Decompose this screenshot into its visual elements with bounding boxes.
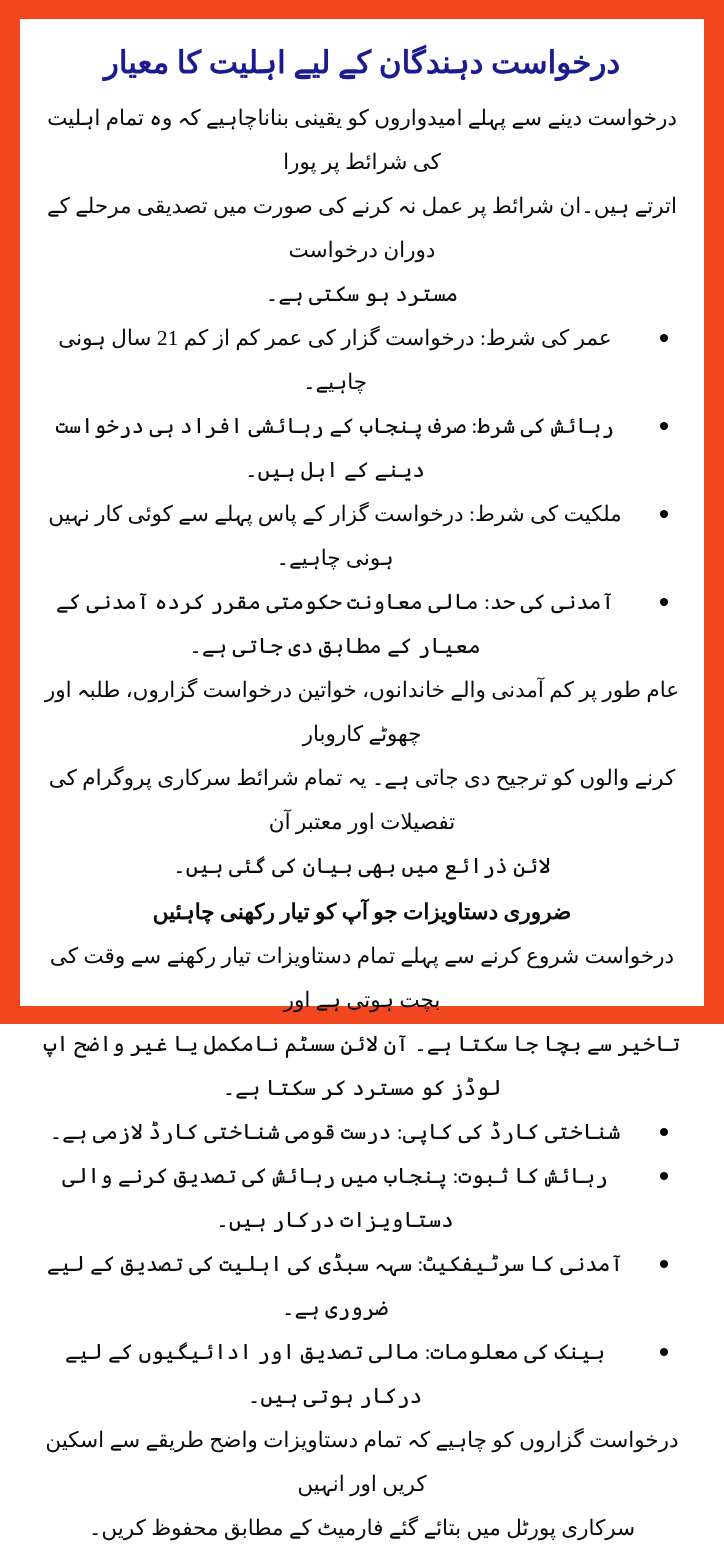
list-item: [34, 404, 670, 492]
middle-paragraph-line-2: کرنے والوں کو ترجیح دی جاتی ہے۔ یہ تمام شرائط سرکاری پروگرام کی تفصیلات اور معتبر آن: [48, 765, 676, 834]
list-item: [34, 1242, 670, 1330]
bullet-dot-icon: [660, 422, 668, 430]
intro-paragraph-line-2: اترتے ہیں۔ان شرائط پر عمل نہ کرنے کی صورت میں تصدیقی مرحلے کے دوران درخواست: [46, 193, 678, 262]
bullet-dot-icon: [660, 598, 668, 606]
eligibility-item-income: آمدنی کی حد: مالی معاونت حکومتی مقرر کردہ آمدنی کے معیار کے مطابق دی جاتی ہے۔: [55, 589, 615, 658]
intro-paragraph-line-3: مسترد ہو سکتی ہے۔: [265, 281, 459, 306]
middle-paragraph-line-1: عام طور پر کم آمدنی والے خاندانوں، خواتین درخواست گزاروں، طلبہ اور چھوٹے کاروبار: [44, 677, 680, 746]
list-item: [34, 1330, 670, 1418]
closing-paragraph-line-2: سرکاری پورٹل میں بتائے گئے فارمیٹ کے مطابق محفوظ کریں۔: [88, 1515, 636, 1540]
list-item: [34, 316, 670, 404]
document-item-bank-details: بینک کی معلومات: مالی تصدیق اور ادائیگیوں کے لیے درکار ہوتی ہیں۔: [64, 1339, 606, 1408]
documents-paragraph-line-2: تاخیر سے بچا جا سکتا ہے۔ آن لائن سسٹم نامکمل یا غیر واضح اپ لوڈز کو مسترد کر سکتا ہے۔: [43, 1031, 681, 1100]
bullet-dot-icon: [660, 1128, 668, 1136]
eligibility-item-age: عمر کی شرط: درخواست گزار کی عمر کم از کم 21 سال ہونی چاہیے۔: [58, 325, 612, 394]
list-item: [34, 580, 670, 668]
middle-paragraph-line-3: لائن ذرائع میں بھی بیان کی گئی ہیں۔: [173, 853, 551, 878]
list-item: [34, 1110, 670, 1154]
document-item-income-certificate: آمدنی کا سرٹیفکیٹ: سہہ سبڈی کی اہلیت کی تصدیق کے لیے ضروری ہے۔: [46, 1251, 624, 1320]
document-paper: [20, 19, 704, 1540]
list-item: [34, 1154, 670, 1242]
page-title: درخواست دہندگان کے لیے اہلیت کا معیار: [103, 45, 621, 80]
bullet-dot-icon: [660, 510, 668, 518]
closing-paragraph-line-1: درخواست گزاروں کو چاہیے کہ تمام دستاویزات واضح طریقے سے اسکین کریں اور انہیں: [45, 1427, 679, 1496]
bullet-dot-icon: [660, 1172, 668, 1180]
document-item-cnic-copy: شناختی کارڈ کی کاپی: درست قومی شناختی کارڈ لازمی ہے۔: [49, 1119, 621, 1144]
intro-paragraph-line-1: درخواست دینے سے پہلے امیدواروں کو یقینی بناناچاہیے کہ وہ تمام اہلیت کی شرائط پر پورا: [47, 105, 677, 174]
eligibility-item-residence: رہائش کی شرط: صرف پنجاب کے رہائشی افراد ہی درخواست دینے کے اہل ہیں۔: [55, 413, 615, 482]
bullet-dot-icon: [660, 334, 668, 342]
documents-heading: ضروری دستاویزات جو آپ کو تیار رکھنی چاہئیں: [152, 899, 572, 924]
documents-bullet-list: [20, 1110, 704, 1418]
eligibility-bullet-list: [20, 316, 704, 668]
list-item: [34, 492, 670, 580]
bullet-dot-icon: [660, 1260, 668, 1268]
eligibility-item-ownership: ملکیت کی شرط: درخواست گزار کے پاس پہلے سے کوئی کار نہیں ہونی چاہیے۔: [48, 501, 622, 570]
bullet-dot-icon: [660, 1348, 668, 1356]
document-item-residence-proof: رہائش کا ثبوت: پنجاب میں رہائش کی تصدیق کرنے والی دستاویزات درکار ہیں۔: [62, 1163, 608, 1232]
documents-paragraph-line-1: درخواست شروع کرنے سے پہلے تمام دستاویزات تیار رکھنے سے وقت کی بچت ہوتی ہے اور: [49, 943, 675, 1012]
